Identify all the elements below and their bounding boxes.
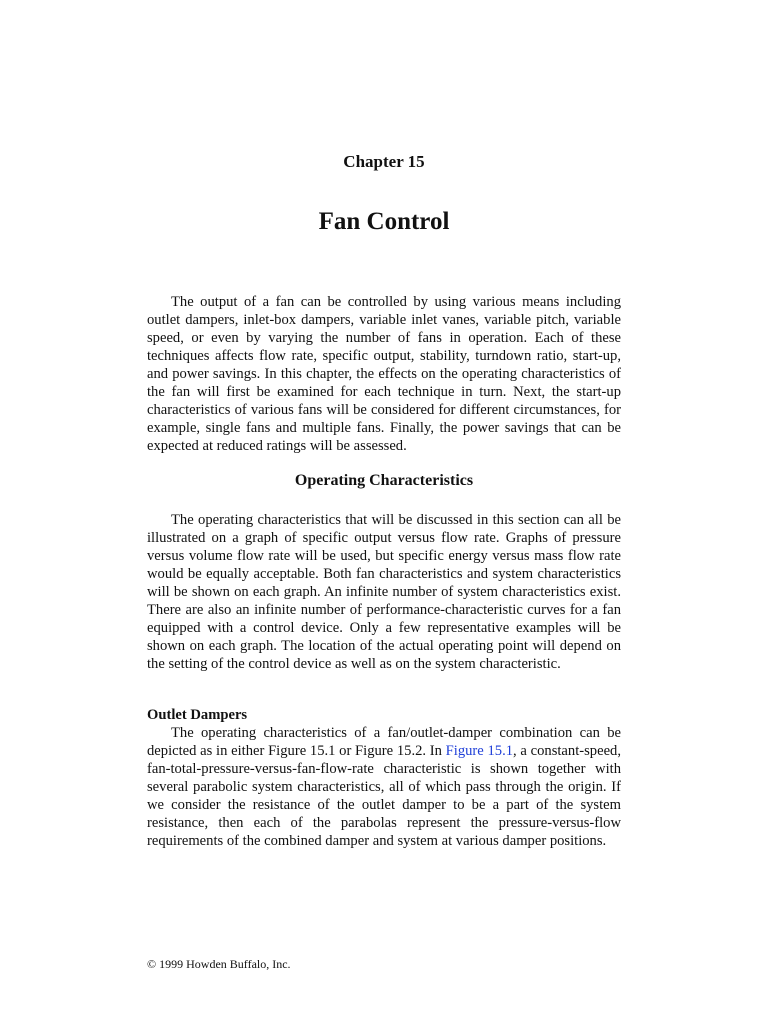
chapter-number: Chapter 15 <box>343 152 425 171</box>
chapter-title: Fan Control <box>318 208 450 235</box>
outlet-dampers-paragraph <box>147 724 621 850</box>
outlet-dampers-text-before: The operating characteristics of a fan/outlet-damper combination can be depicted as in either Figure 15.1 or Figure 15.2. In <box>147 725 621 759</box>
intro-section <box>147 293 621 455</box>
copyright-icon: © <box>147 957 157 971</box>
figure-15-1-link[interactable]: Figure 15.1 <box>445 743 514 759</box>
outlet-dampers-text-after: , a constant-speed, fan-total-pressure-versus-fan-flow-rate characteristic is shown together with several parabolic system characteristics, all of which pass through the origin. If we consider the resistance of the outlet damper to be a part of the system resistance, then each of the parabolas represent the pressure-versus-flow requirements of the combined damper and system at various damper positions. <box>147 743 621 849</box>
operating-characteristics-section <box>147 511 621 673</box>
copyright-footer <box>147 957 291 972</box>
section-heading-operating-characteristics: Operating Characteristics <box>294 472 474 489</box>
copyright-text: 1999 Howden Buffalo, Inc. <box>156 957 291 971</box>
subsection-heading-outlet-dampers: Outlet Dampers <box>147 707 248 723</box>
intro-paragraph: The output of a fan can be controlled by using various means including outlet dampers, inlet-box dampers, variable inlet vanes, variable pitch, variable speed, or even by varying the number of fans in operation. Each of these techniques affects flow rate, specific output, stability, turndown ratio, start-up, and power savings. In this chapter, the effects on the operating characteristics of the fan will first be examined for each technique in turn. Next, the start-up characteristics of various fans will be considered for different circumstances, for example, single fans and multiple fans. Finally, the power savings that can be expected at reduced ratings will be assessed. <box>147 294 621 454</box>
outlet-dampers-section <box>147 724 621 850</box>
operating-characteristics-paragraph: The operating characteristics that will be discussed in this section can all be illustrated on a graph of specific output versus flow rate. Graphs of pressure versus volume flow rate will be used, but specific energy versus mass flow rate would be equally acceptable. Both fan characteristics and system characteristics will be shown on each graph. An infinite number of system characteristics exist. There are also an infinite number of performance-characteristic curves for a fan equipped with a control device. Only a few representative examples will be shown on each graph. The location of the actual operating point will depend on the setting of the control device as well as on the system characteristic. <box>147 512 621 672</box>
